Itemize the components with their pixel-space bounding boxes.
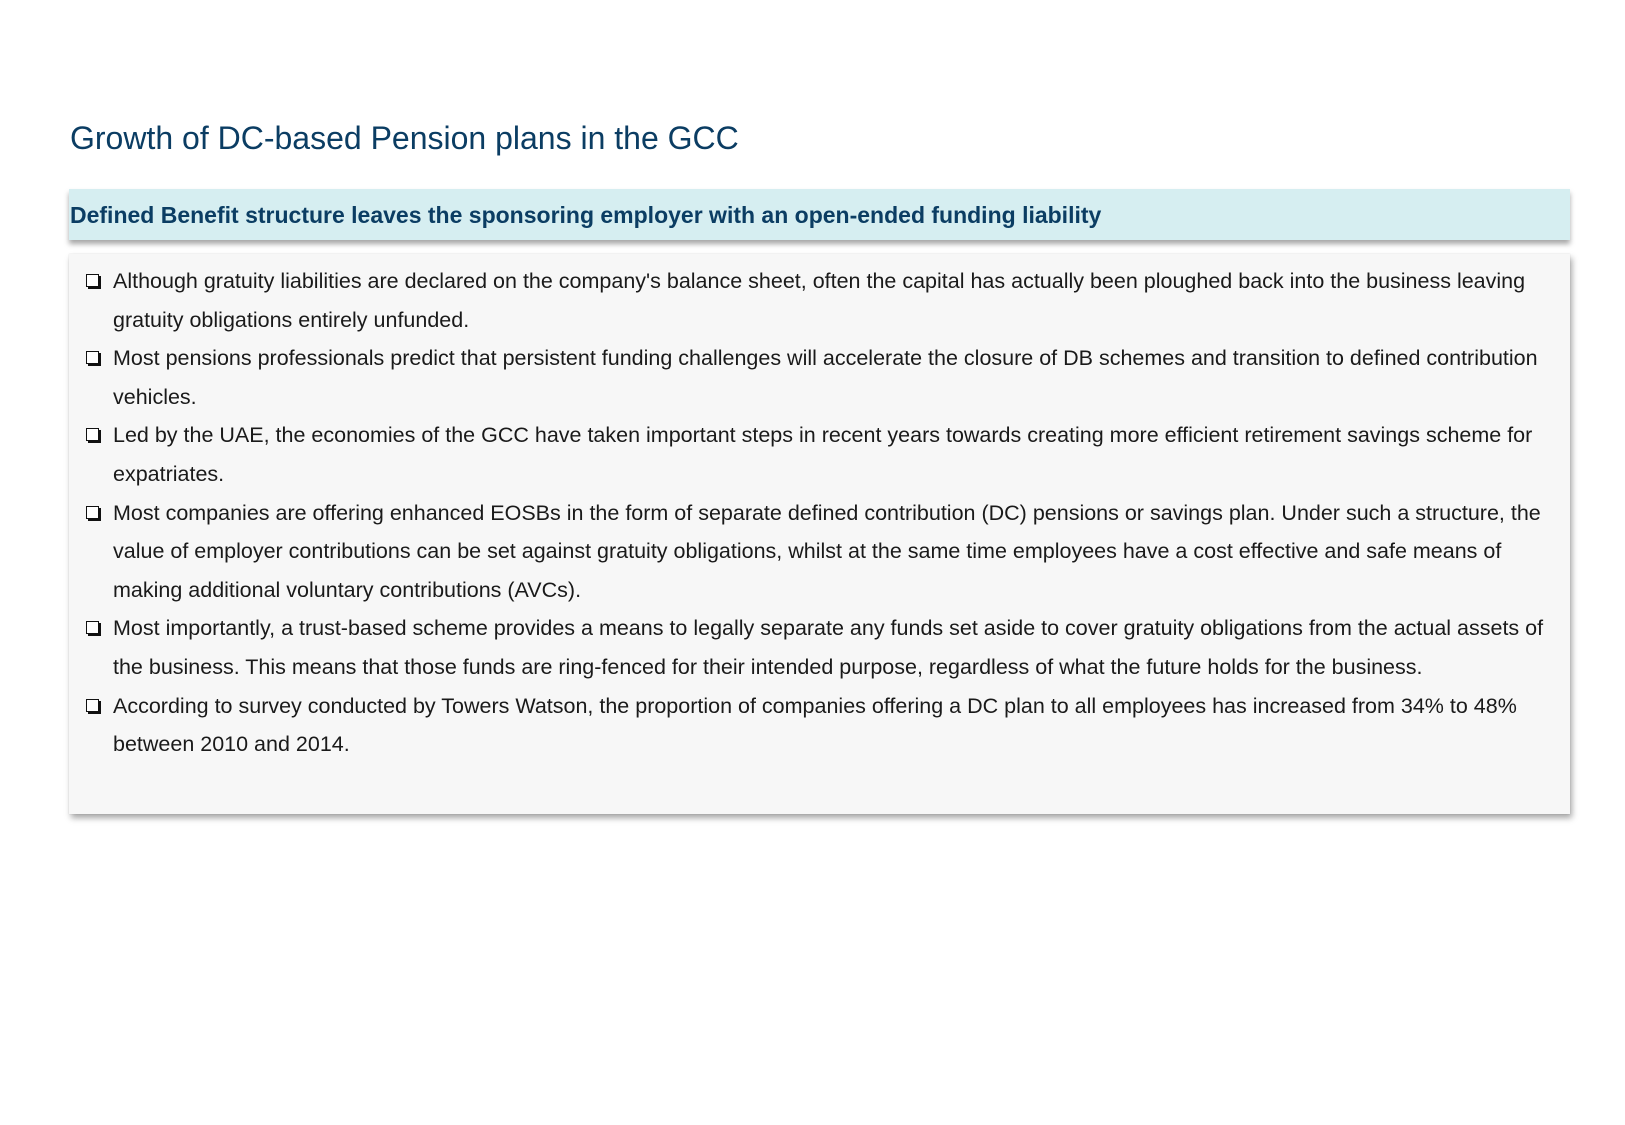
checkbox-square-icon [86,351,99,364]
bullet-text: According to survey conducted by Towers Watson, the proportion of companies offering a DC plan to all employees has increased from 34% to 48% between 2010 and 2014. [113,693,1517,757]
section-header-text: Defined Benefit structure leaves the sponsoring employer with an open-ended funding liability [70,202,1102,228]
bullet-text: Most importantly, a trust-based scheme provides a means to legally separate any funds set aside to cover gratuity obligations from the actual assets of the business. This means that those funds are ring-fenced for their intended purpose, regardless of what the future holds for the business. [113,616,1544,679]
list-item [69,339,1570,416]
list-item [69,687,1570,764]
list-item [69,494,1570,610]
section-header [69,189,1570,240]
page-title: Growth of DC-based Pension plans in the GCC [70,120,739,156]
list-item [69,609,1570,686]
bullet-text: Most pensions professionals predict that persistent funding challenges will accelerate the closure of DB schemes and transition to defined contribution vehicles. [113,346,1538,409]
bullet-text: Led by the UAE, the economies of the GCC have taken important steps in recent years towards creating more efficient retirement savings scheme for expatriates. [113,423,1533,486]
bullet-text: Although gratuity liabilities are declared on the company's balance sheet, often the capital has actually been ploughed back into the business leaving gratuity obligations entirely unfunded. [113,269,1526,332]
list-item [69,262,1570,339]
bullet-list [69,262,1570,764]
bullet-text: Most companies are offering enhanced EOSBs in the form of separate defined contribution (DC) pensions or savings plan. Under such a structure, the value of employer contributions can be set against gratuity obligations, whilst at the same time employees have a cost effective and safe means of making additional voluntary contributions (AVCs). [113,500,1541,602]
checkbox-square-icon [86,621,99,634]
checkbox-square-icon [86,274,99,287]
list-item [69,416,1570,493]
checkbox-square-icon [86,506,99,519]
checkbox-square-icon [86,699,99,712]
checkbox-square-icon [86,428,99,441]
content-box [69,254,1570,814]
